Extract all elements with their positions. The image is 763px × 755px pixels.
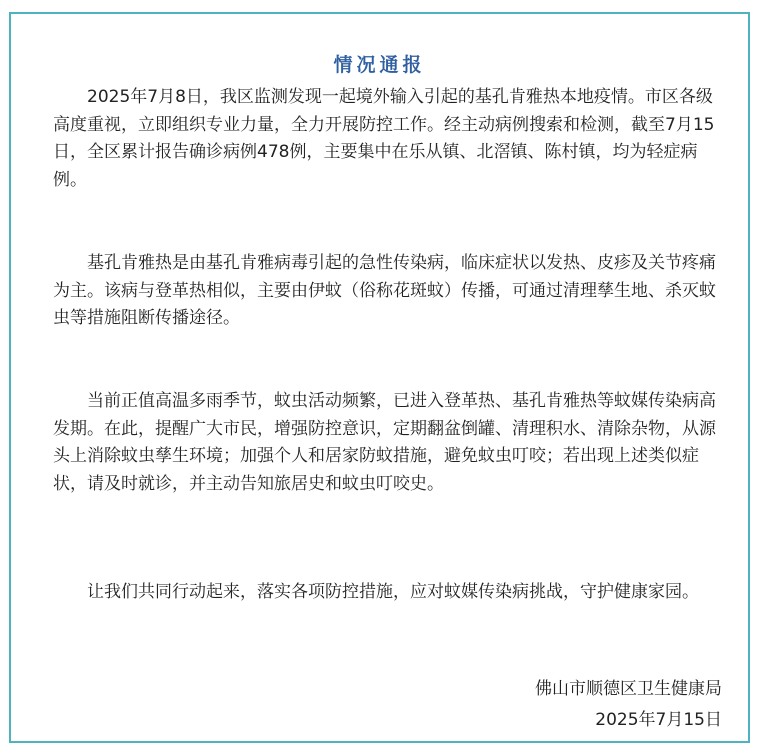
signature-date: 2025年7月15日 bbox=[595, 710, 722, 730]
notice-paragraph-outbreak: 2025年7月8日，我区监测发现一起境外输入引起的基孔肯雅热本地疫情。市区各级高度重视，立即组织专业力量，全力开展防控工作。经主动病例搜索和检测，截至7月15日，全区累计报告确诊病例478例，主要集中在乐从镇、北滘镇、陈村镇，均为轻症病例。 bbox=[53, 87, 715, 190]
notice-paragraph-disease-info: 基孔肯雅热是由基孔肯雅病毒引起的急性传染病，临床症状以发热、皮疹及关节疼痛为主。该病与登革热相似，主要由伊蚊（俗称花斑蚊）传播，可通过清理孳生地、杀灭蚊虫等措施阻断传播途径。 bbox=[53, 253, 716, 328]
notice-paragraph-call-to-action: 让我们共同行动起来，落实各项防控措施，应对蚊媒传染病挑战，守护健康家园。 bbox=[87, 582, 699, 602]
notice-frame bbox=[9, 12, 750, 743]
notice-title: 情况通报 bbox=[333, 54, 426, 76]
notice-paragraph-prevention-advice: 当前正值高温多雨季节，蚊虫活动频繁，已进入登革热、基孔肯雅热等蚊媒传染病高发期。在此，提醒广大市民，增强防控意识，定期翻盆倒罐、清理积水、清除杂物，从源头上消除蚊虫孳生环境；加强个人和居家防蚊措施，避免蚊虫叮咬；若出现上述类似症状，请及时就诊，并主动告知旅居史和蚊虫叮咬史。 bbox=[53, 391, 716, 494]
signature-organization: 佛山市顺德区卫生健康局 bbox=[535, 679, 722, 699]
